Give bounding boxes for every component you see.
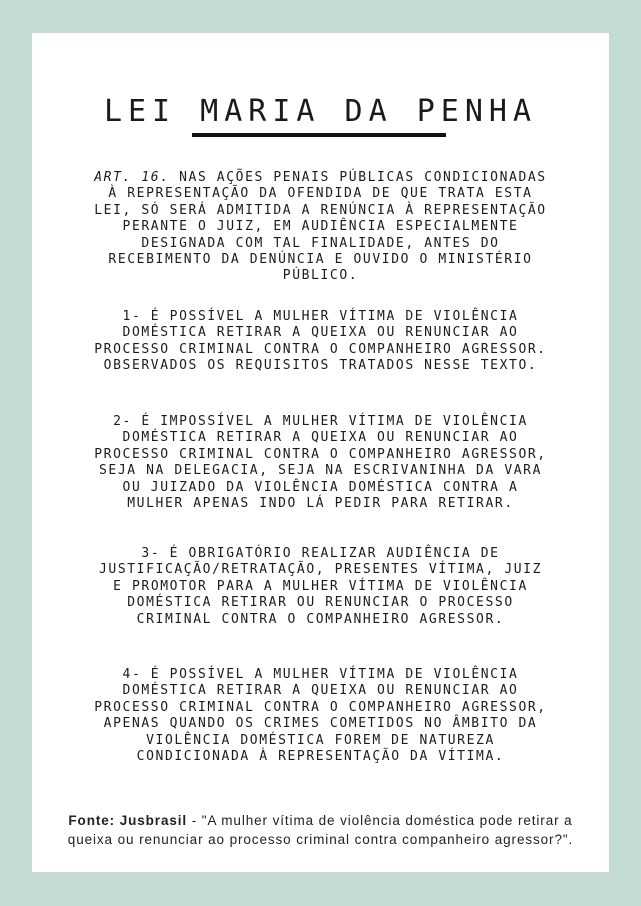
item-2-paragraph: 2- É IMPOSSÍVEL A MULHER VÍTIMA DE VIOLÊNCIA DOMÉSTICA RETIRAR A QUEIXA OU RENUNCIAR AO PROCESSO CRIMINAL CONTRA O COMPANHEIRO AGRESSOR, SEJA NA DELEGACIA, SEJA NA ESCRIVANINHA DA VARA OU JUIZADO DA VIOLÊNCIA DOMÉSTICA CONTRA A MULHER APENAS INDO LÁ PEDIR PARA RETIRAR. bbox=[94, 414, 547, 512]
source-citation bbox=[50, 812, 591, 849]
source-text: - "A mulher vítima de violência doméstica pode retirar a queixa ou renunciar ao processo criminal contra companheiro agressor?". bbox=[67, 813, 574, 847]
article-text: NAS AÇÕES PENAIS PÚBLICAS CONDICIONADAS À REPRESENTAÇÃO DA OFENDIDA DE QUE TRATA ESTA LEI, SÓ SERÁ ADMITIDA A RENÚNCIA À REPRESENTAÇÃO PERANTE O JUIZ, EM AUDIÊNCIA ESPECIALMENTE DESIGNADA COM TAL FINALIDADE, ANTES DO RECEBIMENTO DA DENÚNCIA E OUVIDO O MINISTÉRIO PÚBLICO. bbox=[94, 170, 547, 284]
item-1-paragraph: 1- É POSSÍVEL A MULHER VÍTIMA DE VIOLÊNCIA DOMÉSTICA RETIRAR A QUEIXA OU RENUNCIAR AO PROCESSO CRIMINAL CONTRA O COMPANHEIRO AGRESSOR. OBSERVADOS OS REQUISITOS TRATADOS NESSE TEXTO. bbox=[94, 309, 547, 374]
article-16-paragraph bbox=[40, 170, 601, 285]
article-number: ART. 16. bbox=[94, 170, 170, 185]
item-4-paragraph: 4- É POSSÍVEL A MULHER VÍTIMA DE VIOLÊNCIA DOMÉSTICA RETIRAR A QUEIXA OU RENUNCIAR AO PROCESSO CRIMINAL CONTRA O COMPANHEIRO AGRESSOR, APENAS QUANDO OS CRIMES COMETIDOS NO ÂMBITO DA VIOLÊNCIA DOMÉSTICA FOREM DE NATUREZA CONDICIONADA À REPRESENTAÇÃO DA VÍTIMA. bbox=[94, 667, 547, 765]
document-title: LEI MARIA DA PENHA bbox=[103, 94, 538, 129]
title-underline bbox=[192, 133, 446, 137]
source-label: Fonte: Jusbrasil bbox=[68, 813, 188, 828]
item-3-paragraph: 3- É OBRIGATÓRIO REALIZAR AUDIÊNCIA DE JUSTIFICAÇÃO/RETRATAÇÃO, PRESENTES VÍTIMA, JUIZ E PROMOTOR PARA A MULHER VÍTIMA DE VIOLÊNCIA DOMÉSTICA RETIRAR OU RENUNCIAR O PROCESSO CRIMINAL CONTRA O COMPANHEIRO AGRESSOR. bbox=[98, 546, 543, 627]
